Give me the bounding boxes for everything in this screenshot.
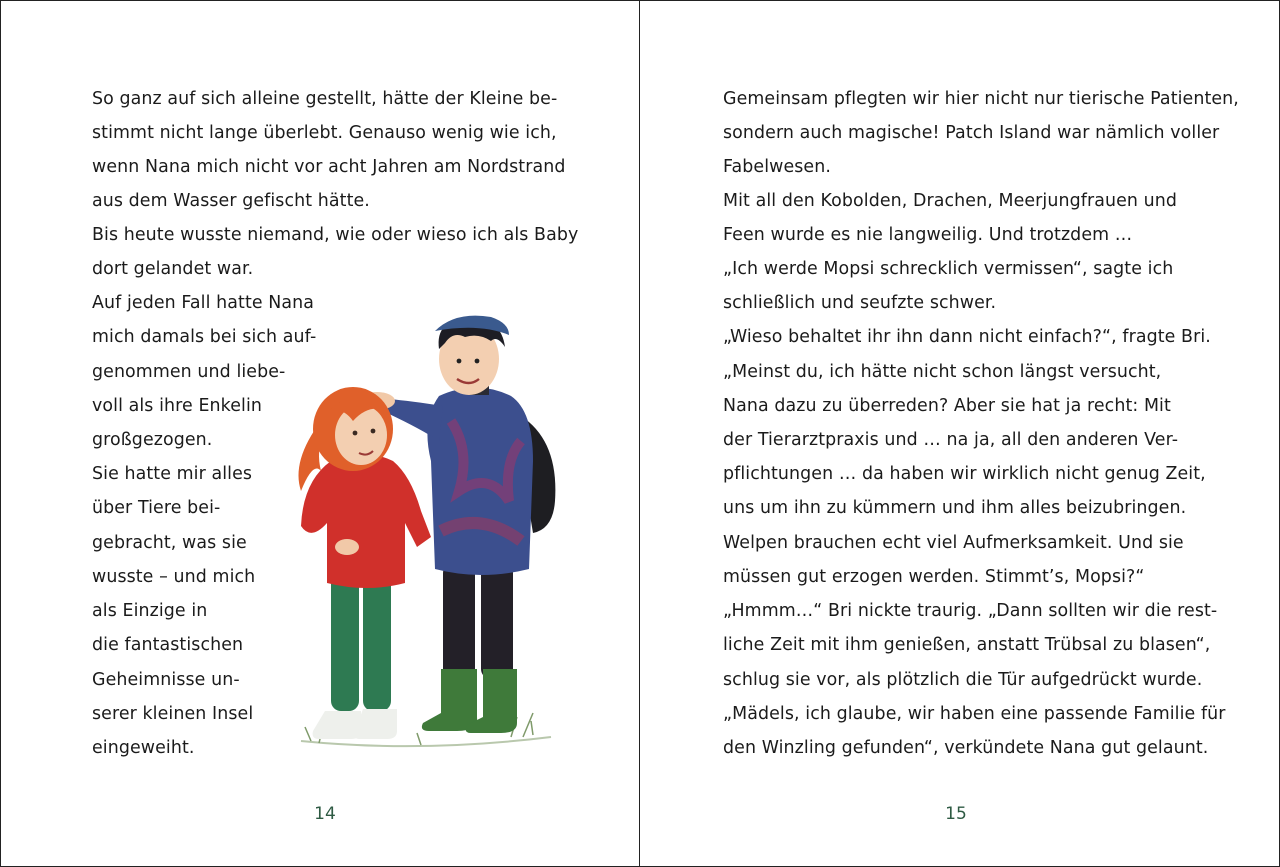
text-line: voll als ihre Enkelin <box>92 396 262 416</box>
text-line: den Winzling gefunden“, verkündete Nana gut gelaunt. <box>723 738 1209 758</box>
text-line: pflichtungen … da haben wir wirklich nicht genug Zeit, <box>723 464 1206 484</box>
text-line: schließlich und seufzte schwer. <box>723 293 997 313</box>
text-line: „Hmmm…“ Bri nickte traurig. „Dann sollten wir die rest- <box>723 601 1218 621</box>
text-line: liche Zeit mit ihm genießen, anstatt Trübsal zu blasen“, <box>723 635 1211 655</box>
text-line: die fantastischen <box>92 635 244 655</box>
text-line: dort gelandet war. <box>92 259 254 279</box>
text-line: wusste – und mich <box>92 567 256 587</box>
text-line: als Einzige in <box>92 601 208 621</box>
text-line: wenn Nana mich nicht vor acht Jahren am Nordstrand <box>92 157 566 177</box>
text-line: Bis heute wusste niemand, wie oder wieso ich als Baby <box>92 225 579 245</box>
text-line: großgezogen. <box>92 430 213 450</box>
text-line: genommen und liebe- <box>92 362 286 382</box>
text-line: Welpen brauchen echt viel Aufmerksamkeit. Und sie <box>723 533 1184 553</box>
page-number: 14 <box>314 804 336 824</box>
text-line: serer kleinen Insel <box>92 704 254 724</box>
text-line: aus dem Wasser gefischt hätte. <box>92 191 370 211</box>
page-number: 15 <box>945 804 967 824</box>
text-line: müssen gut erzogen werden. Stimmt’s, Mopsi?“ <box>723 567 1145 587</box>
text-line: der Tierarztpraxis und … na ja, all den anderen Ver- <box>723 430 1179 450</box>
text-line: So ganz auf sich alleine gestellt, hätte der Kleine be- <box>92 89 558 109</box>
text-line: mich damals bei sich auf- <box>92 327 317 347</box>
text-line: stimmt nicht lange überlebt. Genauso wenig wie ich, <box>92 123 557 143</box>
text-line: Feen wurde es nie langweilig. Und trotzdem … <box>723 225 1133 245</box>
text-line: Sie hatte mir alles <box>92 464 253 484</box>
text-line: Geheimnisse un- <box>92 670 240 690</box>
text-line: „Mädels, ich glaube, wir haben eine passende Familie für <box>723 704 1226 724</box>
text-line: schlug sie vor, als plötzlich die Tür aufgedrückt wurde. <box>723 670 1203 690</box>
text-line: Auf jeden Fall hatte Nana <box>92 293 315 313</box>
left-page <box>1 1 640 866</box>
text-line: gebracht, was sie <box>92 533 247 553</box>
text-line: „Meinst du, ich hätte nicht schon längst versucht, <box>723 362 1162 382</box>
right-page <box>640 1 1279 866</box>
text-line: „Ich werde Mopsi schrecklich vermissen“, sagte ich <box>723 259 1174 279</box>
text-line: eingeweiht. <box>92 738 195 758</box>
two-girls-illustration <box>271 301 571 761</box>
text-line: Fabelwesen. <box>723 157 831 177</box>
text-line: „Wieso behaltet ihr ihn dann nicht einfach?“, fragte Bri. <box>723 327 1211 347</box>
text-line: Gemeinsam pflegten wir hier nicht nur tierische Patienten, <box>723 89 1239 109</box>
text-line: über Tiere bei- <box>92 498 221 518</box>
text-line: Nana dazu zu überreden? Aber sie hat ja recht: Mit <box>723 396 1171 416</box>
text-line: sondern auch magische! Patch Island war nämlich voller <box>723 123 1220 143</box>
text-line: uns um ihn zu kümmern und ihm alles beizubringen. <box>723 498 1187 518</box>
text-line: Mit all den Kobolden, Drachen, Meerjungfrauen und <box>723 191 1178 211</box>
